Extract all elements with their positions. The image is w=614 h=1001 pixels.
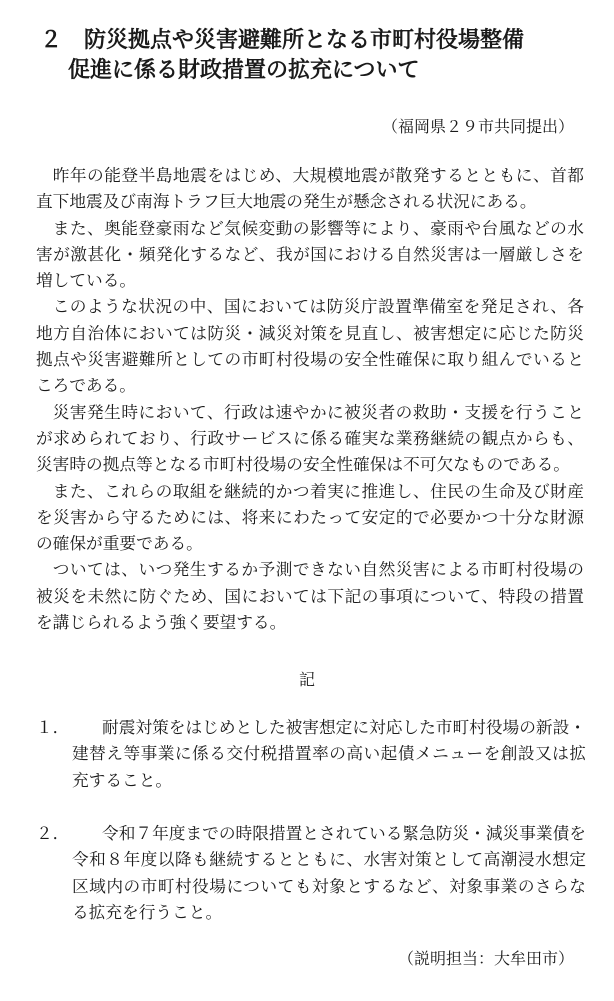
paragraph: このような状況の中、国においては防災庁設置準備室を発足され、各地方自治体においては防災・減災対策を見直し、被害想定に応じた防災拠点や災害避難所としての市町村役場の安全性確保に取り組んでいるところである。 [36, 296, 584, 396]
submitter-note: （福岡県２９市共同提出） [381, 117, 574, 136]
title-line-1 [40, 26, 524, 56]
paragraph: 災害発生時において、行政は速やかに被災者の救助・支援を行うことが求められており、行政サービスに係る確実な業務継続の観点からも、災害時の拠点等となる市町村役場の安全性確保は不可欠なものである。 [36, 401, 584, 475]
title-number: ２ [40, 28, 63, 53]
title-line-2: 促進に係る財政措置の拡充について [68, 58, 420, 83]
item-number: １． [36, 717, 70, 737]
paragraph: 昨年の能登半島地震をはじめ、大規模地震が散発するとともに、首都直下地震及び南海トラフ巨大地震の発生が懸念される状況にある。 [36, 165, 584, 212]
item-text: 耐震対策をはじめとした被害想定に対応した市町村役場の新設・建替え等事業に係る交付税措置率の高い起債メニューを創設又は拡充すること。 [72, 717, 586, 790]
paragraph: また、奥能登豪雨など気候変動の影響等により、豪雨や台風などの水害が激甚化・頻発化するなど、我が国における自然災害は一層厳しさを増している。 [36, 217, 584, 291]
document-body [36, 162, 584, 635]
paragraph: ついては、いつ発生するか予測できない自然災害による市町村役場の被災を未然に防ぐため、国においては下記の事項について、特段の措置を講じられるよう強く要望する。 [36, 559, 584, 633]
item-number: ２． [36, 823, 70, 843]
title-text-1: 防災拠点や災害避難所となる市町村役場整備 [84, 28, 525, 53]
contact-note: （説明担当：大牟田市） [397, 949, 574, 968]
paragraph: また、これらの取組を継続的かつ着実に推進し、住民の生命及び財産を災害から守るためには、将来にわたって安定的で必要かつ十分な財源の確保が重要である。 [36, 480, 584, 554]
request-item [36, 714, 586, 793]
item-text: 令和７年度までの時限措置とされている緊急防災・減災事業債を令和８年度以降も継続するとともに、水害対策として高潮浸水想定区域内の市町村役場についても対象とするなど、対象事業のさらなる拡充を行うこと。 [72, 823, 586, 922]
request-item [36, 820, 586, 925]
ki-heading: 記 [298, 670, 315, 689]
